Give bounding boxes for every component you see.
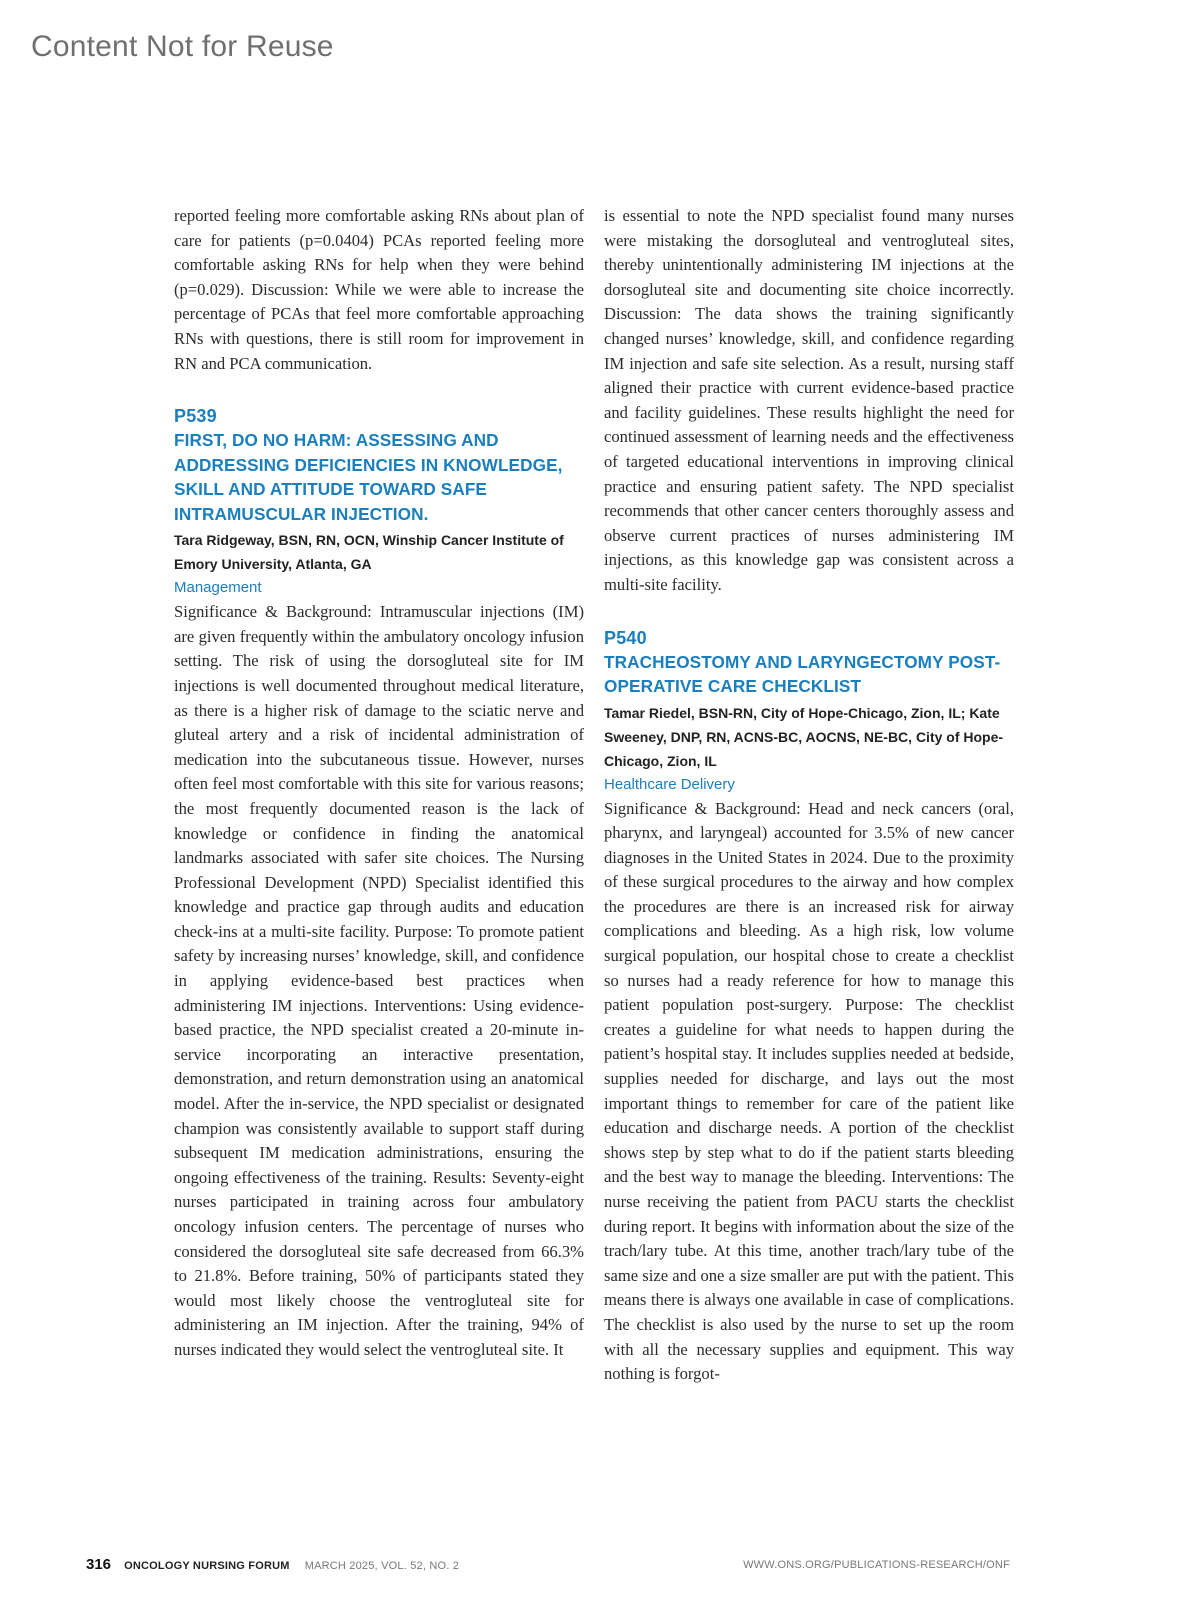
watermark: Content Not for Reuse	[31, 30, 334, 63]
abstract-p540	[604, 626, 1014, 1387]
continued-text: is essential to note the NPD specialist found many nurses were mistaking the dorsogluteal and ventrogluteal sites, thereby unintentionally administering IM injections at the dorsogluteal site and documenting site choice incorrectly. Discussion: The data shows the training significantly changed nurses’ knowledge, skill, and confidence regarding IM injection and safe site selection. As a result, nursing staff aligned their practice with current evidence-based practice and facility guidelines. These results highlight the need for continued assessment of learning needs and the effectiveness of targeted educational interventions in improving clinical practice and ensuring patient safety. The NPD specialist recommends that other cancer centers thoroughly assess and observe current practices of nurses administering IM injections, as this knowledge gap was consistent across a multi-site facility.	[604, 206, 1014, 594]
abstract-title: FIRST, DO NO HARM: ASSESSING AND ADDRESSING DEFICIENCIES IN KNOWLEDGE, SKILL AND ATTITUDE TOWARD SAFE INTRAMUSCULAR INJECTION.	[174, 430, 563, 524]
continued-text: reported feeling more comfortable asking RNs about plan of care for patients (p=0.0404) PCAs reported feeling more comfortable asking RNs for help when they were behind (p=0.029). Discussion: While we were able to increase the percentage of PCAs that feel more comfortable approaching RNs with questions, there is still room for improvement in RN and PCA communication.	[174, 206, 584, 373]
abstract-body: Significance & Background: Head and neck cancers (oral, pharynx, and laryngeal) accounted for 3.5% of new cancer diagnoses in the United States in 2024. Due to the proximity of these surgical procedures to the airway and how complex the procedures are there is an increased risk for airway complications and bleeding. As a high risk, low volume surgical population, our hospital chose to create a checklist so nurses had a ready reference for how to manage this patient population post-surgery. Purpose: The checklist creates a guideline for what needs to happen during the patient’s hospital stay. It includes supplies needed at bedside, supplies needed for discharge, and lays out the most important things to remember for care of the patient like education and discharge needs. A portion of the checklist shows step by step what to do if the patient starts bleeding and the best way to manage the bleeding. Interventions: The nurse receiving the patient from PACU starts the checklist during report. It begins with information about the size of the trach/lary tube. At this time, another trach/lary tube of the same size and one a size smaller are put with the patient. This means there is always one available in case of complications. The checklist is also used by the nurse to set up the room with all the necessary supplies and equipment. This way nothing is forgot-	[604, 798, 1014, 1384]
abstract-authors: Tara Ridgeway, BSN, RN, OCN, Winship Cancer Institute of Emory University, Atlanta, GA	[174, 532, 564, 573]
abstract-category: Healthcare Delivery	[604, 775, 735, 793]
abstract-authors: Tamar Riedel, BSN-RN, City of Hope-Chicago, Zion, IL; Kate Sweeney, DNP, RN, ACNS-BC, AOCNS, NE-BC, City of Hope- Chicago, Zion, IL	[604, 704, 1004, 769]
page-number: 316	[86, 1556, 112, 1573]
page-footer	[86, 1556, 1010, 1573]
abstract-body: Significance & Background: Intramuscular injections (IM) are given frequently within the ambulatory oncology infusion setting. The risk of using the dorsogluteal site for IM injections is well documented throughout medical literature, as there is a higher risk of damage to the sciatic nerve and gluteal artery and a risk of incidental administration of medication into the subcutaneous tissue. However, nurses often feel most comfortable with this site for various reasons; the most frequently documented reason is the lack of knowledge or confidence in finding the anatomical landmarks associated with safer site choices. The Nursing Professional Development (NPD) Specialist identified this knowledge and practice gap through audits and education check-ins at a multi-site facility. Purpose: To promote patient safety by increasing nurses’ knowledge, skill, and confidence in applying evidence-based best practices when administering IM injections. Interventions: Using evidence-based practice, the NPD specialist created a 20-minute in-service incorporating an interactive presentation, demonstration, and return demonstration using an anatomical model. After the in-service, the NPD specialist or designated champion was consistently available to support staff during subsequent IM medication administrations, ensuring the ongoing effectiveness of the training. Results: Seventy-eight nurses participated in training across four ambulatory oncology infusion centers. The percentage of nurses who considered the dorsogluteal site safe decreased from 66.3% to 21.8%. Before training, 50% of participants stated they would most likely choose the ventrogluteal site for administering an IM injection. After the training, 94% of nurses indicated they would select the ventrogluteal site. It	[174, 602, 584, 1359]
abstract-category: Management	[174, 579, 262, 597]
abstract-p539	[174, 404, 584, 1362]
abstract-id: P540	[604, 627, 647, 648]
issue-info: MARCH 2025, VOL. 52, NO. 2	[304, 1560, 460, 1572]
journal-url: WWW.ONS.ORG/PUBLICATIONS-RESEARCH/ONF	[743, 1559, 1010, 1571]
abstract-title: TRACHEOSTOMY AND LARYNGECTOMY POST-OPERATIVE CARE CHECKLIST	[604, 651, 1001, 696]
right-column	[604, 204, 1014, 1387]
journal-name: ONCOLOGY NURSING FORUM	[124, 1560, 290, 1572]
left-column	[174, 204, 584, 1363]
abstract-id: P539	[174, 406, 217, 427]
